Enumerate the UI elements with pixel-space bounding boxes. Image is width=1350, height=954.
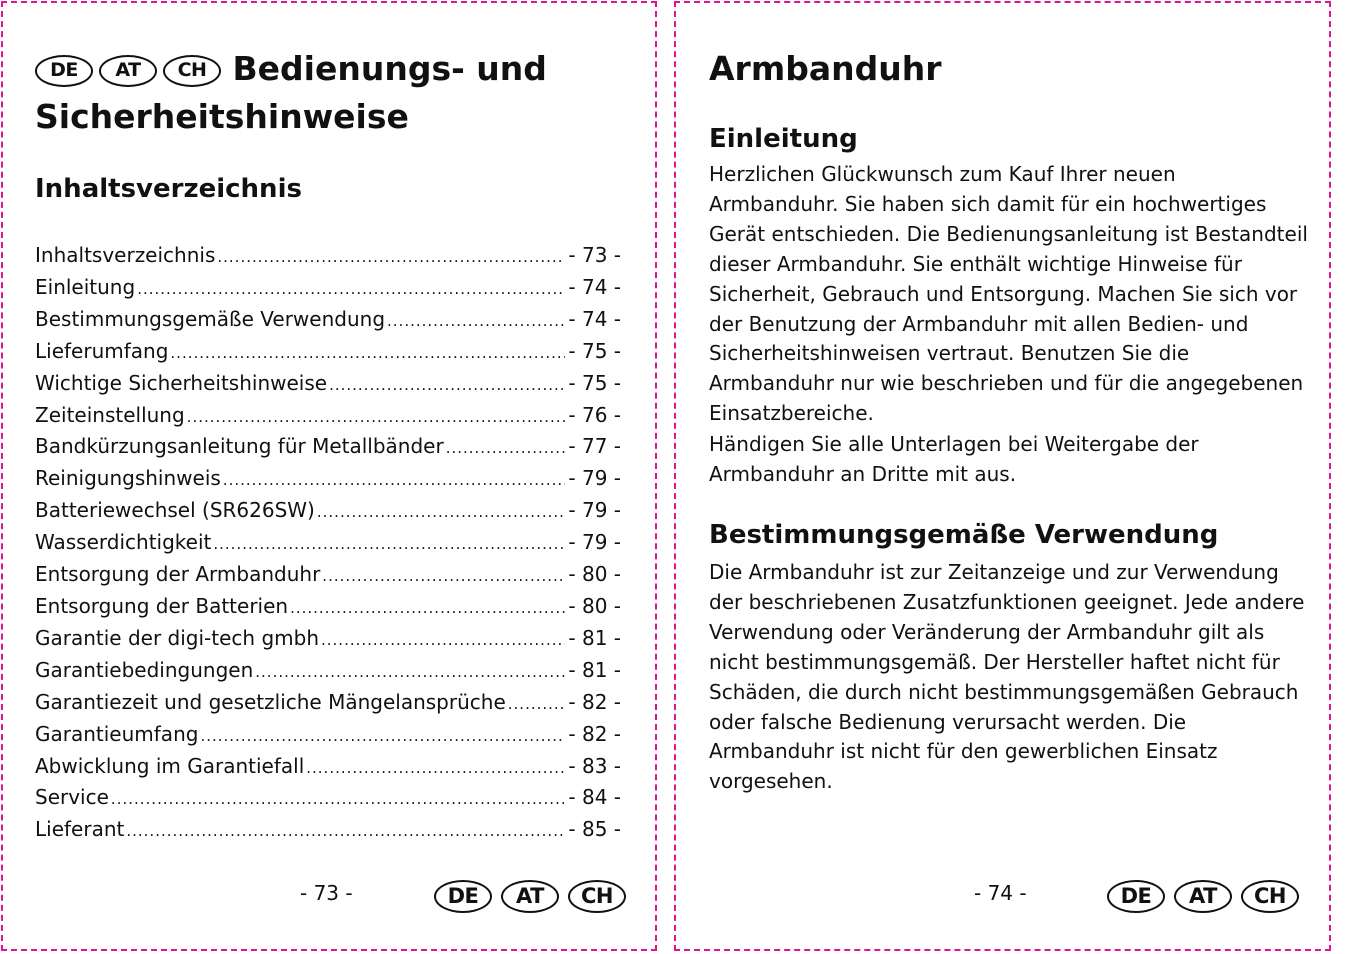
toc-dot-leader (223, 464, 566, 496)
toc-dot-leader (329, 369, 565, 401)
toc-entry-page: - 76 - (568, 402, 621, 427)
page-number-right: - 74 - (974, 881, 1027, 905)
right-page-title: Armbanduhr (709, 49, 942, 88)
footer-badge-de: DE (434, 880, 492, 913)
toc-entry-title: Bestimmungsgemäße Verwendung (35, 306, 386, 331)
toc-entry-title: Entsorgung der Armbanduhr (35, 562, 321, 587)
title-line-1: Bedienungs- und (232, 49, 547, 88)
toc-dot-leader (306, 752, 565, 784)
toc-entry-title: Garantie der digi-tech gmbh (35, 625, 319, 650)
badge-ch: CH (163, 55, 221, 87)
toc-entry-page: - 80 - (568, 593, 621, 618)
toc-entry-title: Wasserdichtigkeit (35, 530, 212, 555)
toc-entry-page: - 80 - (568, 562, 621, 587)
toc-entry-title: Abwicklung im Garantiefall (35, 753, 305, 778)
toc-dot-leader (111, 783, 565, 815)
toc-entry (35, 496, 621, 528)
toc-entry-page: - 81 - (568, 625, 621, 650)
toc-entry (35, 528, 621, 560)
toc-entry (35, 624, 621, 656)
toc-entry-page: - 79 - (568, 466, 621, 491)
toc-dot-leader (217, 241, 565, 273)
toc-entry-page: - 75 - (568, 338, 621, 363)
page-number-left: - 73 - (300, 881, 353, 905)
toc-entry-page: - 82 - (568, 689, 621, 714)
toc-entry-page: - 74 - (568, 274, 621, 299)
toc-entry-page: - 79 - (568, 530, 621, 555)
toc-entry-page: - 81 - (568, 657, 621, 682)
title-region-badges (35, 55, 221, 87)
toc-entry (35, 592, 621, 624)
toc-entry (35, 656, 621, 688)
section-einleitung-paragraph-1: Herzlichen Glückwunsch zum Kauf Ihrer neuen Armbanduhr. Sie haben sich damit für ein hochwertiges Gerät entschieden. Die Bedienungsanleitung ist Bestandteil dieser Armbanduhr. Sie enthält wichtige Hinweise für Sicherheit, Gebrauch und Entsorgung. Machen Sie sich vor der Benutzung der Armbanduhr mit allen Bedien- und Sicherheitshinweisen vertraut. Benutzen Sie die Armbanduhr nur wie beschrieben und für die angegebenen Einsatzbereiche. (709, 162, 1308, 426)
toc-entry-page: - 73 - (568, 243, 621, 267)
toc-entry (35, 273, 621, 305)
toc-entry-title: Batteriewechsel (SR626SW) (35, 498, 315, 523)
footer-badge-ch: CH (1241, 880, 1299, 913)
section-einleitung-paragraph-2: Händigen Sie alle Unterlagen bei Weitergabe der Armbanduhr an Dritte mit aus. (709, 432, 1199, 486)
toc-entry (35, 560, 621, 592)
toc-entry (35, 241, 621, 273)
footer-region-badges-left (434, 880, 626, 913)
toc-entry (35, 752, 621, 784)
toc-entry-page: - 84 - (568, 785, 621, 810)
footer-badge-at: AT (501, 880, 559, 913)
title-line-2: Sicherheitshinweise (35, 97, 409, 136)
toc-dot-leader (170, 337, 565, 369)
table-of-contents (35, 241, 621, 847)
toc-entry-title: Garantieumfang (35, 721, 199, 746)
toc-dot-leader (137, 273, 565, 305)
toc-entry (35, 401, 621, 433)
toc-entry-title: Einleitung (35, 274, 136, 299)
footer-badge-de: DE (1107, 880, 1165, 913)
toc-entry (35, 815, 621, 847)
toc-entry (35, 688, 621, 720)
toc-entry (35, 720, 621, 752)
toc-entry (35, 369, 621, 401)
toc-entry-title: Entsorgung der Batterien (35, 593, 289, 618)
toc-dot-leader (290, 592, 565, 624)
toc-entry-title: Inhaltsverzeichnis (35, 243, 216, 267)
toc-entry-title: Garantiebedingungen (35, 657, 254, 682)
section-einleitung-heading: Einleitung (709, 124, 858, 154)
toc-dot-leader (508, 688, 566, 720)
toc-entry-page: - 77 - (568, 434, 621, 459)
toc-dot-leader (126, 815, 565, 847)
footer-badge-at: AT (1174, 880, 1232, 913)
toc-entry-title: Garantiezeit und gesetzliche Mängelansprüche (35, 689, 506, 714)
toc-dot-leader (200, 720, 565, 752)
toc-entry-page: - 79 - (568, 498, 621, 523)
toc-entry (35, 337, 621, 369)
toc-dot-leader (446, 432, 566, 464)
toc-entry-page: - 85 - (568, 817, 621, 842)
footer-badge-ch: CH (568, 880, 626, 913)
toc-entry (35, 783, 621, 815)
footer-region-badges-right (1107, 880, 1299, 913)
toc-entry (35, 464, 621, 496)
toc-entry-title: Wichtige Sicherheitshinweise (35, 370, 328, 395)
toc-dot-leader (322, 560, 565, 592)
toc-entry-title: Lieferumfang (35, 338, 169, 363)
section-verwendung-heading: Bestimmungsgemäße Verwendung (709, 520, 1219, 550)
toc-entry-page: - 75 - (568, 370, 621, 395)
toc-heading: Inhaltsverzeichnis (35, 174, 302, 204)
toc-entry (35, 305, 621, 337)
badge-at: AT (99, 55, 157, 87)
toc-entry-title: Bandkürzungsanleitung für Metallbänder (35, 434, 444, 459)
toc-dot-leader (213, 528, 565, 560)
toc-dot-leader (187, 401, 566, 433)
toc-entry-title: Reinigungshinweis (35, 466, 221, 491)
toc-entry (35, 432, 621, 464)
toc-dot-leader (321, 624, 565, 656)
toc-entry-title: Service (35, 785, 109, 810)
badge-de: DE (35, 55, 93, 87)
toc-dot-leader (387, 305, 565, 337)
section-verwendung-paragraph: Die Armbanduhr ist zur Zeitanzeige und zur Verwendung der beschriebenen Zusatzfunktionen geeignet. Jede andere Verwendung oder Veränderung der Armbanduhr gilt als nicht bestimmungsgemäß. Der Hersteller haftet nicht für Schäden, die durch nicht bestimmungsgemäßen Gebrauch oder falsche Bedienung verursacht werden. Die Armbanduhr ist nicht für den gewerblichen Einsatz vorgesehen. (709, 560, 1305, 794)
toc-dot-leader (317, 496, 566, 528)
toc-dot-leader (255, 656, 565, 688)
toc-entry-page: - 74 - (568, 306, 621, 331)
toc-entry-page: - 83 - (568, 753, 621, 778)
toc-entry-page: - 82 - (568, 721, 621, 746)
left-page-title (35, 45, 547, 141)
toc-entry-title: Lieferant (35, 817, 125, 842)
toc-entry-title: Zeiteinstellung (35, 402, 185, 427)
